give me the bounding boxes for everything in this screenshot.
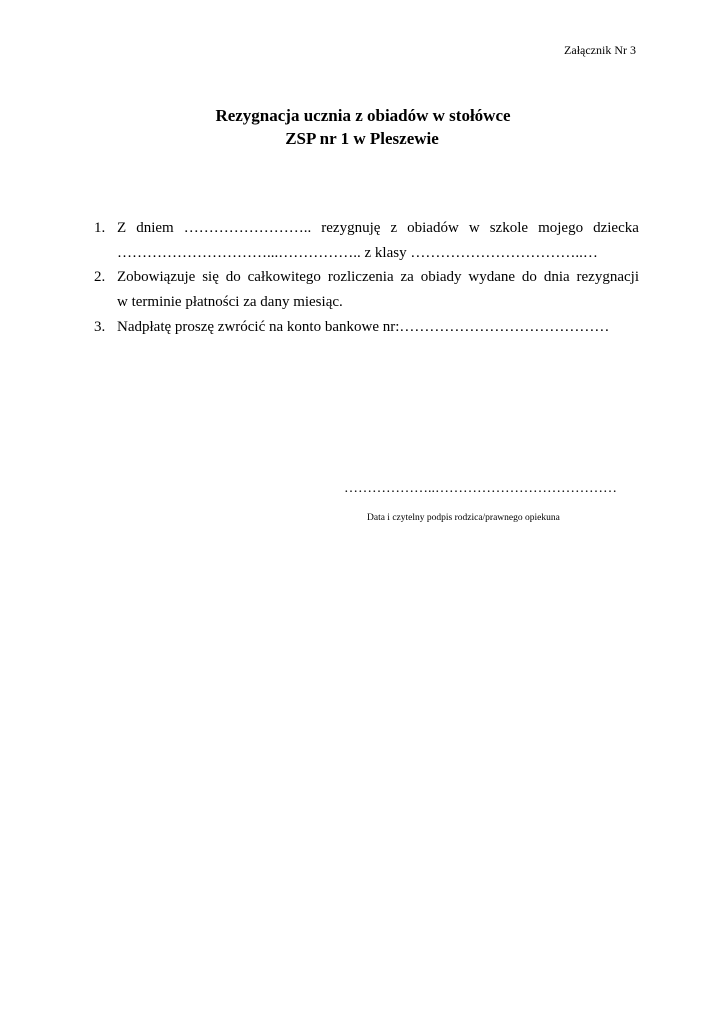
item-2-line-2: w terminie płatności za dany miesiąc. — [117, 294, 343, 311]
list-item-1 — [94, 216, 639, 265]
signature-line: ………………..………………………………… — [344, 481, 617, 496]
word: obiadów — [407, 220, 459, 236]
list-item-2 — [94, 265, 639, 314]
item-1-line-2: …………………………...…………….. z klasy ……………………………..… — [117, 244, 598, 261]
attachment-label: Załącznik Nr 3 — [564, 43, 636, 57]
word: dniem — [136, 220, 174, 236]
word: mojego — [538, 220, 584, 236]
item-number-3: 3. — [94, 318, 106, 335]
item-3-line-1: Nadpłatę proszę zwrócić na konto bankowe nr:…………………………………… — [117, 318, 610, 335]
word: z — [390, 220, 398, 236]
item-1-line-1 — [117, 216, 639, 241]
list-item-3 — [94, 315, 639, 340]
title-line-1: Rezygnacja ucznia z obiadów w stołówce — [215, 106, 511, 125]
signature-caption: Data i czytelny podpis rodzica/prawnego opiekuna — [367, 513, 560, 523]
word: dziecka — [593, 220, 639, 236]
word: w — [468, 220, 480, 236]
item-number-2: 2. — [94, 269, 106, 286]
word: Z — [117, 220, 127, 236]
word: rezygnuję — [321, 220, 381, 236]
item-2-line-1: Zobowiązuje się do całkowitego rozliczenia za obiady wydane do dnia rezygnacji — [117, 269, 639, 286]
document-title — [0, 104, 724, 150]
title-line-2: ZSP nr 1 w Pleszewie — [285, 129, 439, 148]
declaration-list — [94, 216, 639, 340]
date-blank: …………………….. — [183, 220, 312, 236]
item-number-1: 1. — [94, 220, 106, 236]
word: szkole — [489, 220, 529, 236]
